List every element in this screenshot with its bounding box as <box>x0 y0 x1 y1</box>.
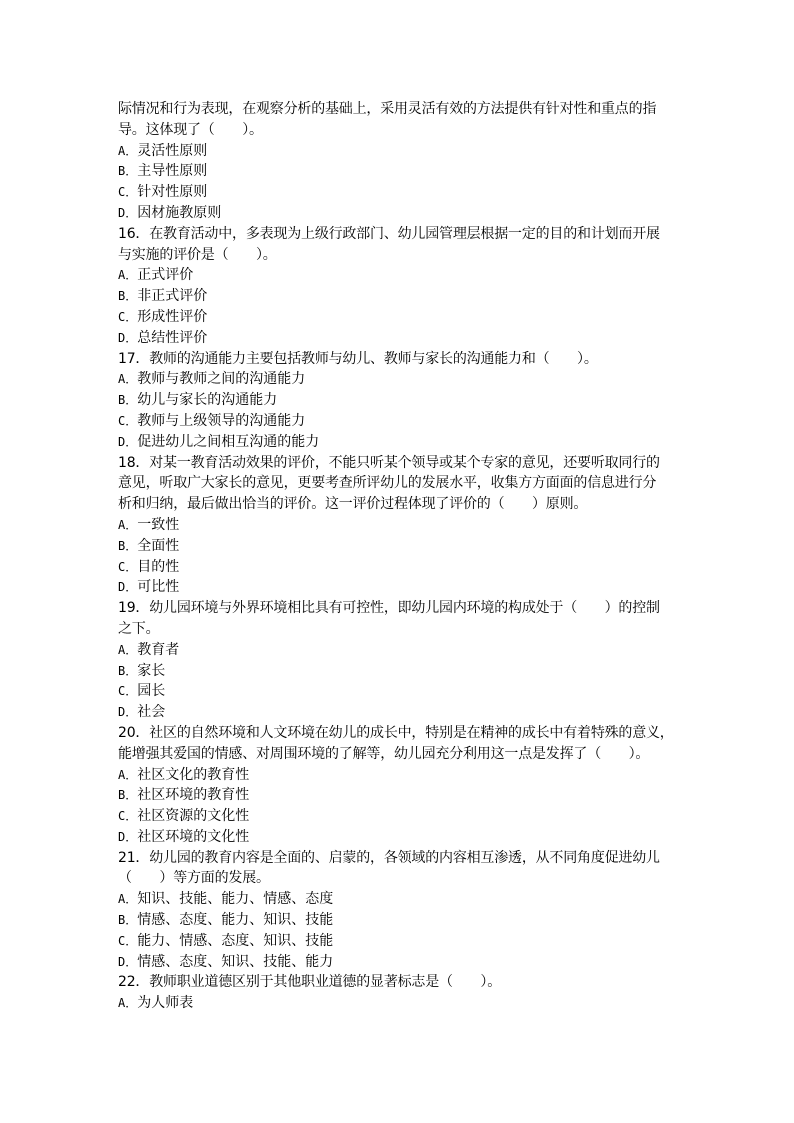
question-stem-line: 21．幼儿园的教育内容是全面的、启蒙的，各领域的内容相互渗透，从不同角度促进幼儿 <box>118 849 660 866</box>
question-stem-line: 22．教师职业道德区别于其他职业道德的显著标志是（ ）。 <box>118 974 502 991</box>
option-label: B． <box>118 289 138 304</box>
option-label: D． <box>118 705 138 720</box>
option-label: A． <box>118 372 138 387</box>
option-c <box>118 931 678 952</box>
option-a <box>118 640 678 661</box>
option-a <box>118 993 678 1014</box>
option-text: 知识、技能、能力、情感、态度 <box>137 891 334 908</box>
option-text: 社会 <box>137 704 166 721</box>
option-text: 目的性 <box>137 558 180 575</box>
option-text: 正式评价 <box>137 267 194 284</box>
question-stem-line: 20．社区的自然环境和人文环境在幼儿的成长中，特别是在精神的成长中有着特殊的意义， <box>118 724 674 741</box>
option-label: A． <box>118 268 138 283</box>
option-label: C． <box>118 185 138 200</box>
option-label: D． <box>118 205 138 220</box>
question-stem-line: 17．教师的沟通能力主要包括教师与幼儿、教师与家长的沟通能力和（ ）。 <box>118 350 598 367</box>
option-b <box>118 161 678 182</box>
question-stem-line: 意见，听取广大家长的意见，更要考查所评幼儿的发展水平，收集方方面面的信息进行分 <box>118 475 657 492</box>
option-a <box>118 141 678 162</box>
option-label: A． <box>118 143 138 158</box>
option-a <box>118 369 678 390</box>
option-c <box>118 806 678 827</box>
option-label: A． <box>118 767 138 782</box>
option-text: 教师与上级领导的沟通能力 <box>137 412 306 429</box>
option-text: 因材施教原则 <box>137 204 222 221</box>
option-d <box>118 577 678 598</box>
option-text: 针对性原则 <box>137 184 208 201</box>
option-d <box>118 952 678 973</box>
option-label: D． <box>118 434 138 449</box>
question-17 <box>118 349 678 453</box>
option-text: 社区文化的教育性 <box>137 766 250 783</box>
question-stem-line: （ ）等方面的发展。 <box>118 870 270 887</box>
option-text: 促进幼儿之间相互沟通的能力 <box>137 433 320 450</box>
question-stem-line: 导。这体现了（ ）。 <box>118 121 263 138</box>
question-22 <box>118 972 678 1014</box>
option-b <box>118 785 678 806</box>
option-text: 全面性 <box>137 537 180 554</box>
question-stem-line: 能增强其爱国的情感、对周围环境的了解等，幼儿园充分利用这一点是发挥了（ ）。 <box>118 745 650 762</box>
option-a <box>118 515 678 536</box>
question-21 <box>118 848 678 973</box>
option-c <box>118 557 678 578</box>
option-text: 教育者 <box>137 641 180 658</box>
option-b <box>118 910 678 931</box>
option-text: 幼儿与家长的沟通能力 <box>137 392 278 409</box>
option-label: D． <box>118 954 138 969</box>
option-b <box>118 536 678 557</box>
option-d <box>118 203 678 224</box>
option-text: 主导性原则 <box>137 163 208 180</box>
question-stem-line: 之下。 <box>118 620 160 637</box>
option-text: 形成性评价 <box>137 308 208 325</box>
question-stem-line: 19．幼儿园环境与外界环境相比具有可控性，即幼儿园内环境的构成处于（ ）的控制 <box>118 600 660 617</box>
document-page <box>118 99 678 1014</box>
option-text: 情感、态度、知识、技能、能力 <box>137 953 334 970</box>
option-b <box>118 390 678 411</box>
question-18 <box>118 453 678 599</box>
option-text: 灵活性原则 <box>137 142 208 159</box>
option-label: D． <box>118 829 138 844</box>
option-label: A． <box>118 642 138 657</box>
option-text: 情感、态度、能力、知识、技能 <box>137 912 334 929</box>
option-label: B． <box>118 913 138 928</box>
option-label: B． <box>118 663 138 678</box>
option-text: 教师与教师之间的沟通能力 <box>137 371 306 388</box>
question-stem-line: 际情况和行为表现，在观察分析的基础上，采用灵活有效的方法提供有针对性和重点的指 <box>118 101 657 117</box>
option-b <box>118 661 678 682</box>
option-label: C． <box>118 933 138 948</box>
option-a <box>118 765 678 786</box>
option-text: 为人师表 <box>137 995 194 1012</box>
option-label: B． <box>118 538 138 553</box>
question-stem-line: 与实施的评价是（ ）。 <box>118 246 277 263</box>
option-label: B． <box>118 164 138 179</box>
option-d <box>118 328 678 349</box>
option-label: C． <box>118 309 138 324</box>
option-c <box>118 681 678 702</box>
option-c <box>118 182 678 203</box>
option-label: D． <box>118 580 138 595</box>
question-19 <box>118 598 678 723</box>
option-label: C． <box>118 809 138 824</box>
option-text: 家长 <box>137 662 166 679</box>
option-label: B． <box>118 393 138 408</box>
option-d <box>118 432 678 453</box>
question-16 <box>118 224 678 349</box>
option-text: 可比性 <box>137 579 180 596</box>
option-a <box>118 889 678 910</box>
option-label: C． <box>118 559 138 574</box>
question-stem-line: 16．在教育活动中，多表现为上级行政部门、幼儿园管理层根据一定的目的和计划而开展 <box>118 225 660 242</box>
question-stem-line: 析和归纳，最后做出恰当的评价。这一评价过程体现了评价的（ ）原则。 <box>118 496 588 513</box>
option-label: A． <box>118 996 138 1011</box>
option-label: A． <box>118 517 138 532</box>
option-text: 社区环境的文化性 <box>137 828 250 845</box>
option-text: 园长 <box>137 683 166 700</box>
option-label: C． <box>118 684 138 699</box>
option-b <box>118 286 678 307</box>
option-a <box>118 265 678 286</box>
option-text: 能力、情感、态度、知识、技能 <box>137 932 334 949</box>
option-text: 一致性 <box>137 516 180 533</box>
question-20 <box>118 723 678 848</box>
option-d <box>118 702 678 723</box>
option-c <box>118 411 678 432</box>
option-text: 社区资源的文化性 <box>137 808 250 825</box>
option-text: 总结性评价 <box>137 329 208 346</box>
option-text: 非正式评价 <box>137 288 208 305</box>
option-label: A． <box>118 892 138 907</box>
option-label: D． <box>118 330 138 345</box>
question-15-continuation <box>118 99 678 224</box>
question-stem-line: 18．对某一教育活动效果的评价，不能只听某个领导或某个专家的意见，还要听取同行的 <box>118 454 660 471</box>
option-d <box>118 827 678 848</box>
option-text: 社区环境的教育性 <box>137 787 250 804</box>
option-label: B． <box>118 788 138 803</box>
option-label: C． <box>118 413 138 428</box>
option-c <box>118 307 678 328</box>
